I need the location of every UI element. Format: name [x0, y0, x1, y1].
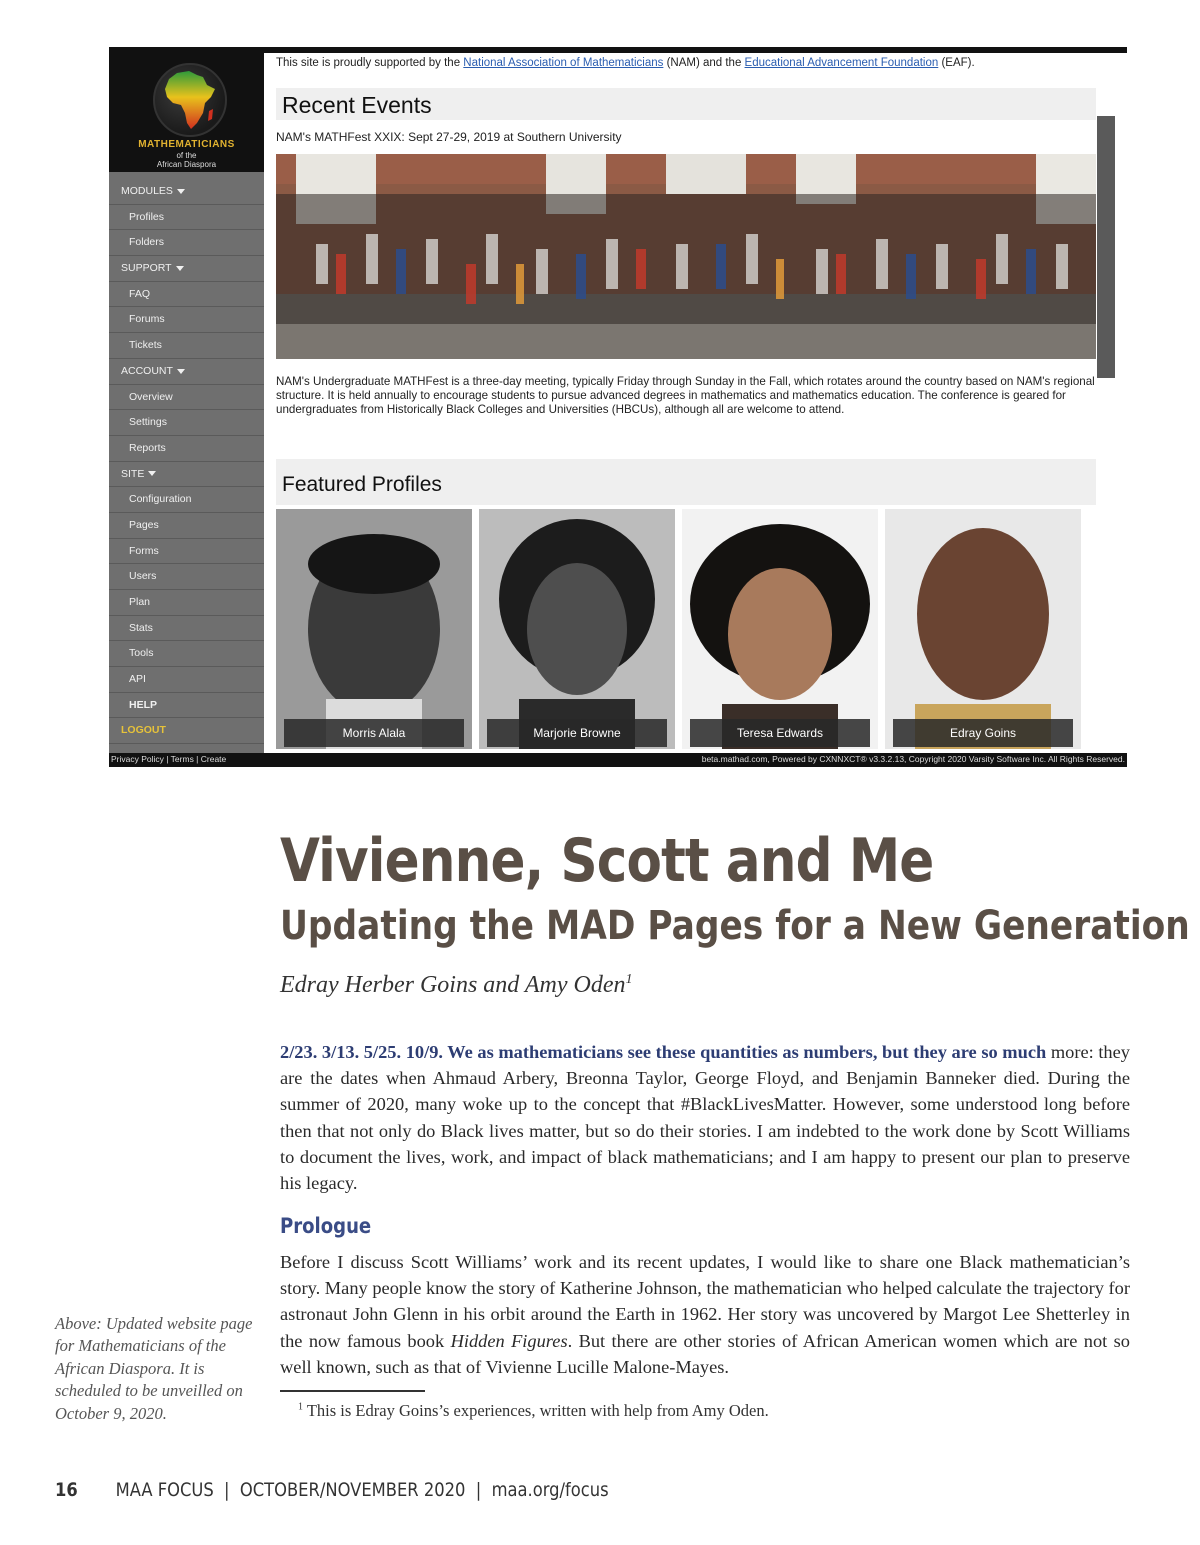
sidebar-item-account[interactable]: [109, 359, 264, 385]
caret-down-icon: [177, 369, 185, 374]
publication-name: MAA FOCUS: [115, 1479, 214, 1501]
sidebar-item-label: Tools: [129, 647, 154, 660]
featured-profiles: [276, 509, 1096, 749]
footnote-mark: 1: [625, 972, 633, 987]
featured-profiles-header: [276, 459, 1096, 505]
profile-card[interactable]: [276, 509, 472, 749]
prologue-paragraph: [280, 1249, 1130, 1380]
website-screenshot: [109, 47, 1127, 767]
profile-name: Marjorie Browne: [487, 719, 667, 747]
sidebar-item-configuration[interactable]: [109, 487, 264, 513]
prologue-text-2: . But there are other stories of African American women which are not so well known, such as that of Vivienne Lucille Malone-Mayes.: [280, 1330, 1131, 1377]
sidebar-item-label: MODULES: [121, 185, 173, 197]
sidebar-item-label: LOGOUT: [121, 724, 166, 737]
sidebar-item-stats[interactable]: [109, 616, 264, 642]
sidebar-item-label: Forms: [129, 544, 159, 557]
sidebar-item-label: Reports: [129, 441, 166, 454]
sidebar-item-label: Forums: [129, 313, 165, 326]
sidebar-item-tickets[interactable]: [109, 333, 264, 359]
footnote-text: This is Edray Goins’s experiences, written with help from Amy Oden.: [303, 1401, 769, 1420]
authors-text: Edray Herber Goins and Amy Oden: [280, 972, 626, 998]
separator: |: [475, 1479, 482, 1501]
section-heading: Prologue: [280, 1214, 372, 1238]
sidebar-item-modules[interactable]: [109, 179, 264, 205]
sidebar-item-profiles[interactable]: [109, 205, 264, 231]
sidebar-item-forums[interactable]: [109, 307, 264, 333]
support-suffix: (EAF).: [938, 57, 975, 69]
page-footer: [55, 1479, 609, 1501]
group-photo[interactable]: [276, 154, 1096, 359]
lead-paragraph: [280, 1039, 1130, 1196]
profile-name: Morris Alala: [284, 719, 464, 747]
logo-subtitle: [109, 151, 264, 169]
featured-profiles-title: Featured Profiles: [282, 473, 442, 496]
sidebar-item-label: SITE: [121, 467, 145, 480]
footer-copyright: beta.mathad.com, Powered by CXNNXCT® v3.3.2.13, Copyright 2020 Varsity Software Inc. All Rights Reserved.: [701, 754, 1125, 764]
sidebar-item-api[interactable]: [109, 667, 264, 693]
event-title[interactable]: NAM's MATHFest XXIX: Sept 27-29, 2019 at Southern University: [276, 130, 622, 144]
page-number: 16: [55, 1479, 78, 1501]
sidebar-item-support[interactable]: [109, 256, 264, 282]
recent-events-header: [276, 88, 1096, 120]
caret-down-icon: [148, 471, 156, 476]
main-content: [264, 53, 1127, 761]
sidebar-item-label: Users: [129, 570, 157, 583]
publication-url[interactable]: maa.org/focus: [491, 1479, 609, 1501]
support-prefix: This site is proudly supported by the: [276, 57, 464, 69]
sidebar-item-label: Pages: [129, 518, 159, 531]
sidebar-item-settings[interactable]: [109, 410, 264, 436]
sidebar-item-pages[interactable]: [109, 513, 264, 539]
sidebar-item-label: Profiles: [129, 210, 165, 223]
profile-photo: [479, 509, 675, 749]
sidebar-item-faq[interactable]: [109, 282, 264, 308]
nam-link[interactable]: National Association of Mathematicians: [463, 57, 664, 69]
sidebar-item-label: Folders: [129, 236, 165, 249]
article-subtitle: Updating the MAD Pages for a New Generation: [280, 903, 1190, 949]
caret-down-icon: [176, 266, 184, 271]
caret-down-icon: [177, 189, 185, 194]
sidebar-item-label: ACCOUNT: [121, 364, 173, 377]
prologue-text-1: Before I discuss Scott Williams’ work and its recent updates, I would like to share one Black mathematician’s story. Many people know the story of Katherine Johnson, the mathematician who helped calculate the trajectory for astronaut John Glenn in his orbit around the Earth in 1962. Her story was uncovered by Margot Lee Shetterley in the now famous book: [280, 1252, 1130, 1351]
support-mid: (NAM) and the: [663, 57, 745, 69]
profile-name: Edray Goins: [893, 719, 1073, 747]
sidebar-item-label: Configuration: [129, 493, 192, 506]
footer-links[interactable]: Privacy Policy | Terms | Create: [111, 754, 227, 764]
article-title: Vivienne, Scott and Me: [280, 826, 934, 896]
lead-bold: 2/23. 3/13. 5/25. 10/9. We as mathematicians see these quantities as numbers, but they are so much: [280, 1042, 1047, 1062]
separator: |: [224, 1479, 230, 1501]
sidebar-item-help[interactable]: [109, 693, 264, 719]
book-title: Hidden Figures: [450, 1330, 568, 1351]
support-notice: [276, 57, 975, 69]
profile-card[interactable]: [479, 509, 675, 749]
logo-title: MATHEMATICIANS: [138, 139, 235, 150]
site-logo[interactable]: [109, 53, 264, 172]
sidebar-item-tools[interactable]: [109, 641, 264, 667]
sidebar-item-plan[interactable]: [109, 590, 264, 616]
sidebar-item-forms[interactable]: [109, 539, 264, 565]
sidebar-item-folders[interactable]: [109, 230, 264, 256]
sidebar-item-label: SUPPORT: [121, 262, 172, 275]
logo-line-2: of the: [176, 151, 197, 160]
lead-rest: more: they are the dates when Ahmaud Arbery, Breonna Taylor, George Floyd, and Benjamin Banneker died. During the summer of 2020, many woke up to the concept that #BlackLivesMatter. However, some understood long before then that not only do Black lives matter, but so do their stories. I am indebted to the work done by Scott Williams to document the lives, work, and impact of black mathematicians; and I am happy to present our plan to preserve his legacy.: [280, 1042, 1130, 1194]
footnote-number: 1: [298, 1401, 303, 1413]
issue-date: OCTOBER/NOVEMBER 2020: [239, 1479, 466, 1501]
profile-card[interactable]: [682, 509, 878, 749]
profile-name: Teresa Edwards: [690, 719, 870, 747]
profile-photo: [276, 509, 472, 749]
sidebar-item-label: Tickets: [129, 339, 162, 352]
sidebar-item-label: Overview: [129, 390, 173, 403]
group-photo-image: [276, 154, 1096, 359]
sidebar: [109, 53, 264, 761]
profile-photo: [885, 509, 1081, 749]
africa-map-icon: [159, 67, 221, 133]
footnote-rule: [280, 1390, 425, 1392]
sidebar-item-reports[interactable]: [109, 436, 264, 462]
sidebar-item-label: FAQ: [129, 287, 151, 300]
recent-events-title: Recent Events: [282, 92, 432, 118]
profile-card[interactable]: [885, 509, 1081, 749]
sidebar-item-label: API: [129, 673, 146, 686]
scrollbar[interactable]: [1097, 116, 1115, 378]
profile-photo: [682, 509, 878, 749]
event-description: NAM's Undergraduate MATHFest is a three-day meeting, typically Friday through Sunday in the Fall, which rotates around the country based on NAM's regional structure. It is held annually to encourage students to pursue advanced degrees in mathematics and mathematics education. The conference is geared for undergraduates from Historically Black Colleges and Universities (HBCUs), although all are welcome to attend.: [276, 375, 1095, 416]
sidebar-item-label: Stats: [129, 621, 153, 634]
eaf-link[interactable]: Educational Advancement Foundation: [744, 57, 939, 69]
sidebar-item-label: Plan: [129, 596, 151, 608]
sidebar-item-logout[interactable]: [109, 718, 264, 744]
sidebar-nav: [109, 179, 264, 744]
website-footer: [109, 753, 1127, 767]
sidebar-item-users[interactable]: [109, 564, 264, 590]
sidebar-item-label: Settings: [129, 416, 167, 429]
sidebar-item-overview[interactable]: [109, 385, 264, 411]
article-authors: [280, 972, 633, 999]
sidebar-item-label: HELP: [129, 698, 158, 711]
figure-caption: Above: Updated website page for Mathematicians of the African Diaspora. It is scheduled to be unveilled on October 9, 2020.: [55, 1314, 253, 1423]
sidebar-item-site[interactable]: [109, 462, 264, 488]
footnote: [298, 1401, 769, 1421]
logo-line-3: African Diaspora: [156, 160, 217, 169]
